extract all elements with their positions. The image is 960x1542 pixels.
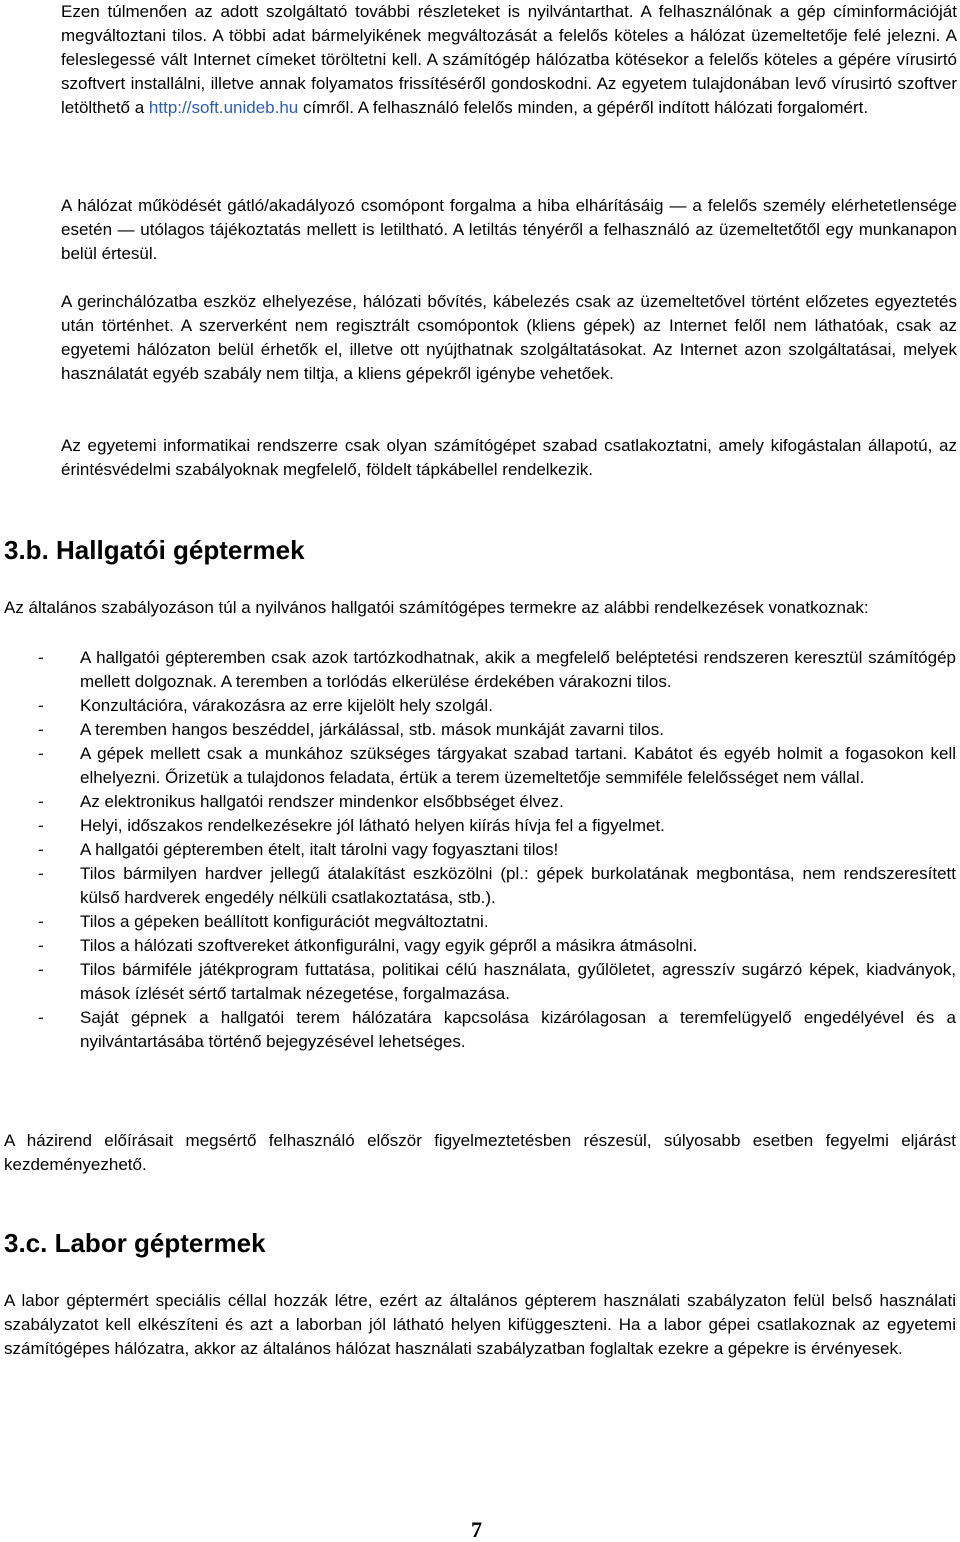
bullet-dash: - xyxy=(38,744,44,763)
paragraph-traffic-blocking: A hálózat működését gátló/akadályozó csomópont forgalma a hiba elhárításáig — a felelős személy elérhetetlensége esetén — utólagos tájékoztatás mellett is letiltható. A letiltás tényéről a felhasználó az üzemeltetőtől egy munkanapon belül értesül. xyxy=(61,196,957,263)
list-item: - A teremben hangos beszéddel, járkálással, stb. mások munkáját zavarni tilos. xyxy=(4,718,956,742)
bullet-dash: - xyxy=(38,696,44,715)
bullet-dash: - xyxy=(38,960,44,979)
bullet-dash: - xyxy=(38,912,44,931)
paragraph-lab-rules: A labor géptermért speciális céllal hozzák létre, ezért az általános gépterem használati szabályzaton felül belső használati szabályzatot kell elkészíteni és azt a laborban jól látható helyen kifüggeszteni. Ha a labor gépei csatlakoznak az egyetemi számítógépes hálózatra, akkor az általános hálózat használati szabályzatban foglaltak ezekre a gépekre is érvényesek. xyxy=(4,1291,956,1358)
bullet-dash: - xyxy=(38,816,44,835)
list-item: - Tilos a gépeken beállított konfigurációt megváltoztatni. xyxy=(4,910,956,934)
section-intro: Az általános szabályozáson túl a nyilvános hallgatói számítógépes termekre az alábbi rendelkezések vonatkoznak: xyxy=(4,598,869,617)
list-item: - A gépek mellett csak a munkához szükséges tárgyakat szabad tartani. Kabátot és egyéb holmit a fogasokon kell elhelyezni. Őrizetük a tulajdonos feladata, értük a terem üzemeltetője semmiféle felelősséget nem vállal. xyxy=(38,744,956,787)
paragraph-network-registration xyxy=(61,0,957,120)
section-heading-student-labs: 3.b. Hallgatói géptermek xyxy=(4,535,305,565)
bullet-dash: - xyxy=(38,792,44,811)
page-number: 7 xyxy=(471,1517,482,1542)
rules-list xyxy=(4,646,956,1054)
paragraph-backbone: A gerinchálózatba eszköz elhelyezése, hálózati bővítés, kábelezés csak az üzemeltetővel történt előzetes egyeztetés után történhet. A szerverként nem regisztrált csomópontok (kliens gépek) az Internet felől nem láthatóak, csak az egyetemi hálózaton belül érhetők el, illetve ott nyújthatnak szolgáltatásokat. Az Internet azon szolgáltatásai, melyek használatát egyéb szabály nem tiltja, a kliens gépekről igénybe vehetőek. xyxy=(61,292,957,383)
list-item: - Helyi, időszakos rendelkezésekre jól látható helyen kiírás hívja fel a figyelmet. xyxy=(4,814,956,838)
bullet-dash: - xyxy=(38,864,44,883)
list-item: - A hallgatói gépteremben ételt, italt tárolni vagy fogyasztani tilos! xyxy=(4,838,956,862)
list-item: - A hallgatói gépteremben csak azok tartózkodhatnak, akik a megfelelő beléptetési rendszeren keresztül számítógép mellett dolgoznak. A teremben a torlódás elkerülése érdekében várakozni tilos. xyxy=(38,648,956,691)
list-item: - Konzultációra, várakozásra az erre kijelölt hely szolgál. xyxy=(4,694,956,718)
soft-unideb-link[interactable]: http://soft.unideb.hu xyxy=(148,98,299,117)
list-item: - Tilos bármilyen hardver jellegű átalakítást eszközölni (pl.: gépek burkolatának megbontása, nem rendszeresített külső hardverek engedély nélküli csatlakoztatása, stb.). xyxy=(38,864,956,907)
paragraph-text: Ezen túlmenően az adott szolgáltató további részleteket is nyilvántarthat. A felhasználónak a gép címinformációját megváltoztani tilos. A többi adat bármelyikének megváltozását a felelős köteles a hálózat üzemeltetője felé jelezni. A feleslegessé vált Internet címeket töröltetni kell. A számítógép hálózatba kötésekor a felelős köteles a gépére vírusirtó szoftvert installálni, illetve annak folyamatos frissítéséről gondoskodni. Az egyetem tulajdonában levő vírusirtó szoftver letölthető a xyxy=(61,2,957,117)
bullet-dash: - xyxy=(38,840,44,859)
bullet-dash: - xyxy=(38,1008,44,1027)
paragraph-sanctions: A házirend előírásait megsértő felhasználó először figyelmeztetésben részesül, súlyosabb esetben fegyelmi eljárást kezdeményezhető. xyxy=(4,1131,956,1174)
bullet-dash: - xyxy=(38,720,44,739)
list-item: - Az elektronikus hallgatói rendszer mindenkor elsőbbséget élvez. xyxy=(4,790,956,814)
bullet-dash: - xyxy=(38,648,44,667)
paragraph-connection-requirements: Az egyetemi informatikai rendszerre csak olyan számítógépet szabad csatlakoztatni, amely kifogástalan állapotú, az érintésvédelmi szabályoknak megfelelő, földelt tápkábellel rendelkezik. xyxy=(61,436,957,479)
list-item: - Saját gépnek a hallgatói terem hálózatára kapcsolása kizárólagosan a teremfelügyelő engedélyével és a nyilvántartásába történő bejegyzésével lehetséges. xyxy=(38,1008,956,1051)
list-item: - Tilos a hálózati szoftvereket átkonfigurálni, vagy egyik gépről a másikra átmásolni. xyxy=(4,934,956,958)
paragraph-text: címről. A felhasználó felelős minden, a gépéről indított hálózati forgalomért. xyxy=(303,98,869,117)
list-item: - Tilos bármiféle játékprogram futtatása, politikai célú használata, gyűlöletet, agresszív sugárzó képek, kiadványok, mások ízlését sértő tartalmak nézegetése, forgalmazása. xyxy=(38,960,956,1003)
bullet-dash: - xyxy=(38,936,44,955)
section-heading-lab-rooms: 3.c. Labor géptermek xyxy=(4,1228,266,1258)
